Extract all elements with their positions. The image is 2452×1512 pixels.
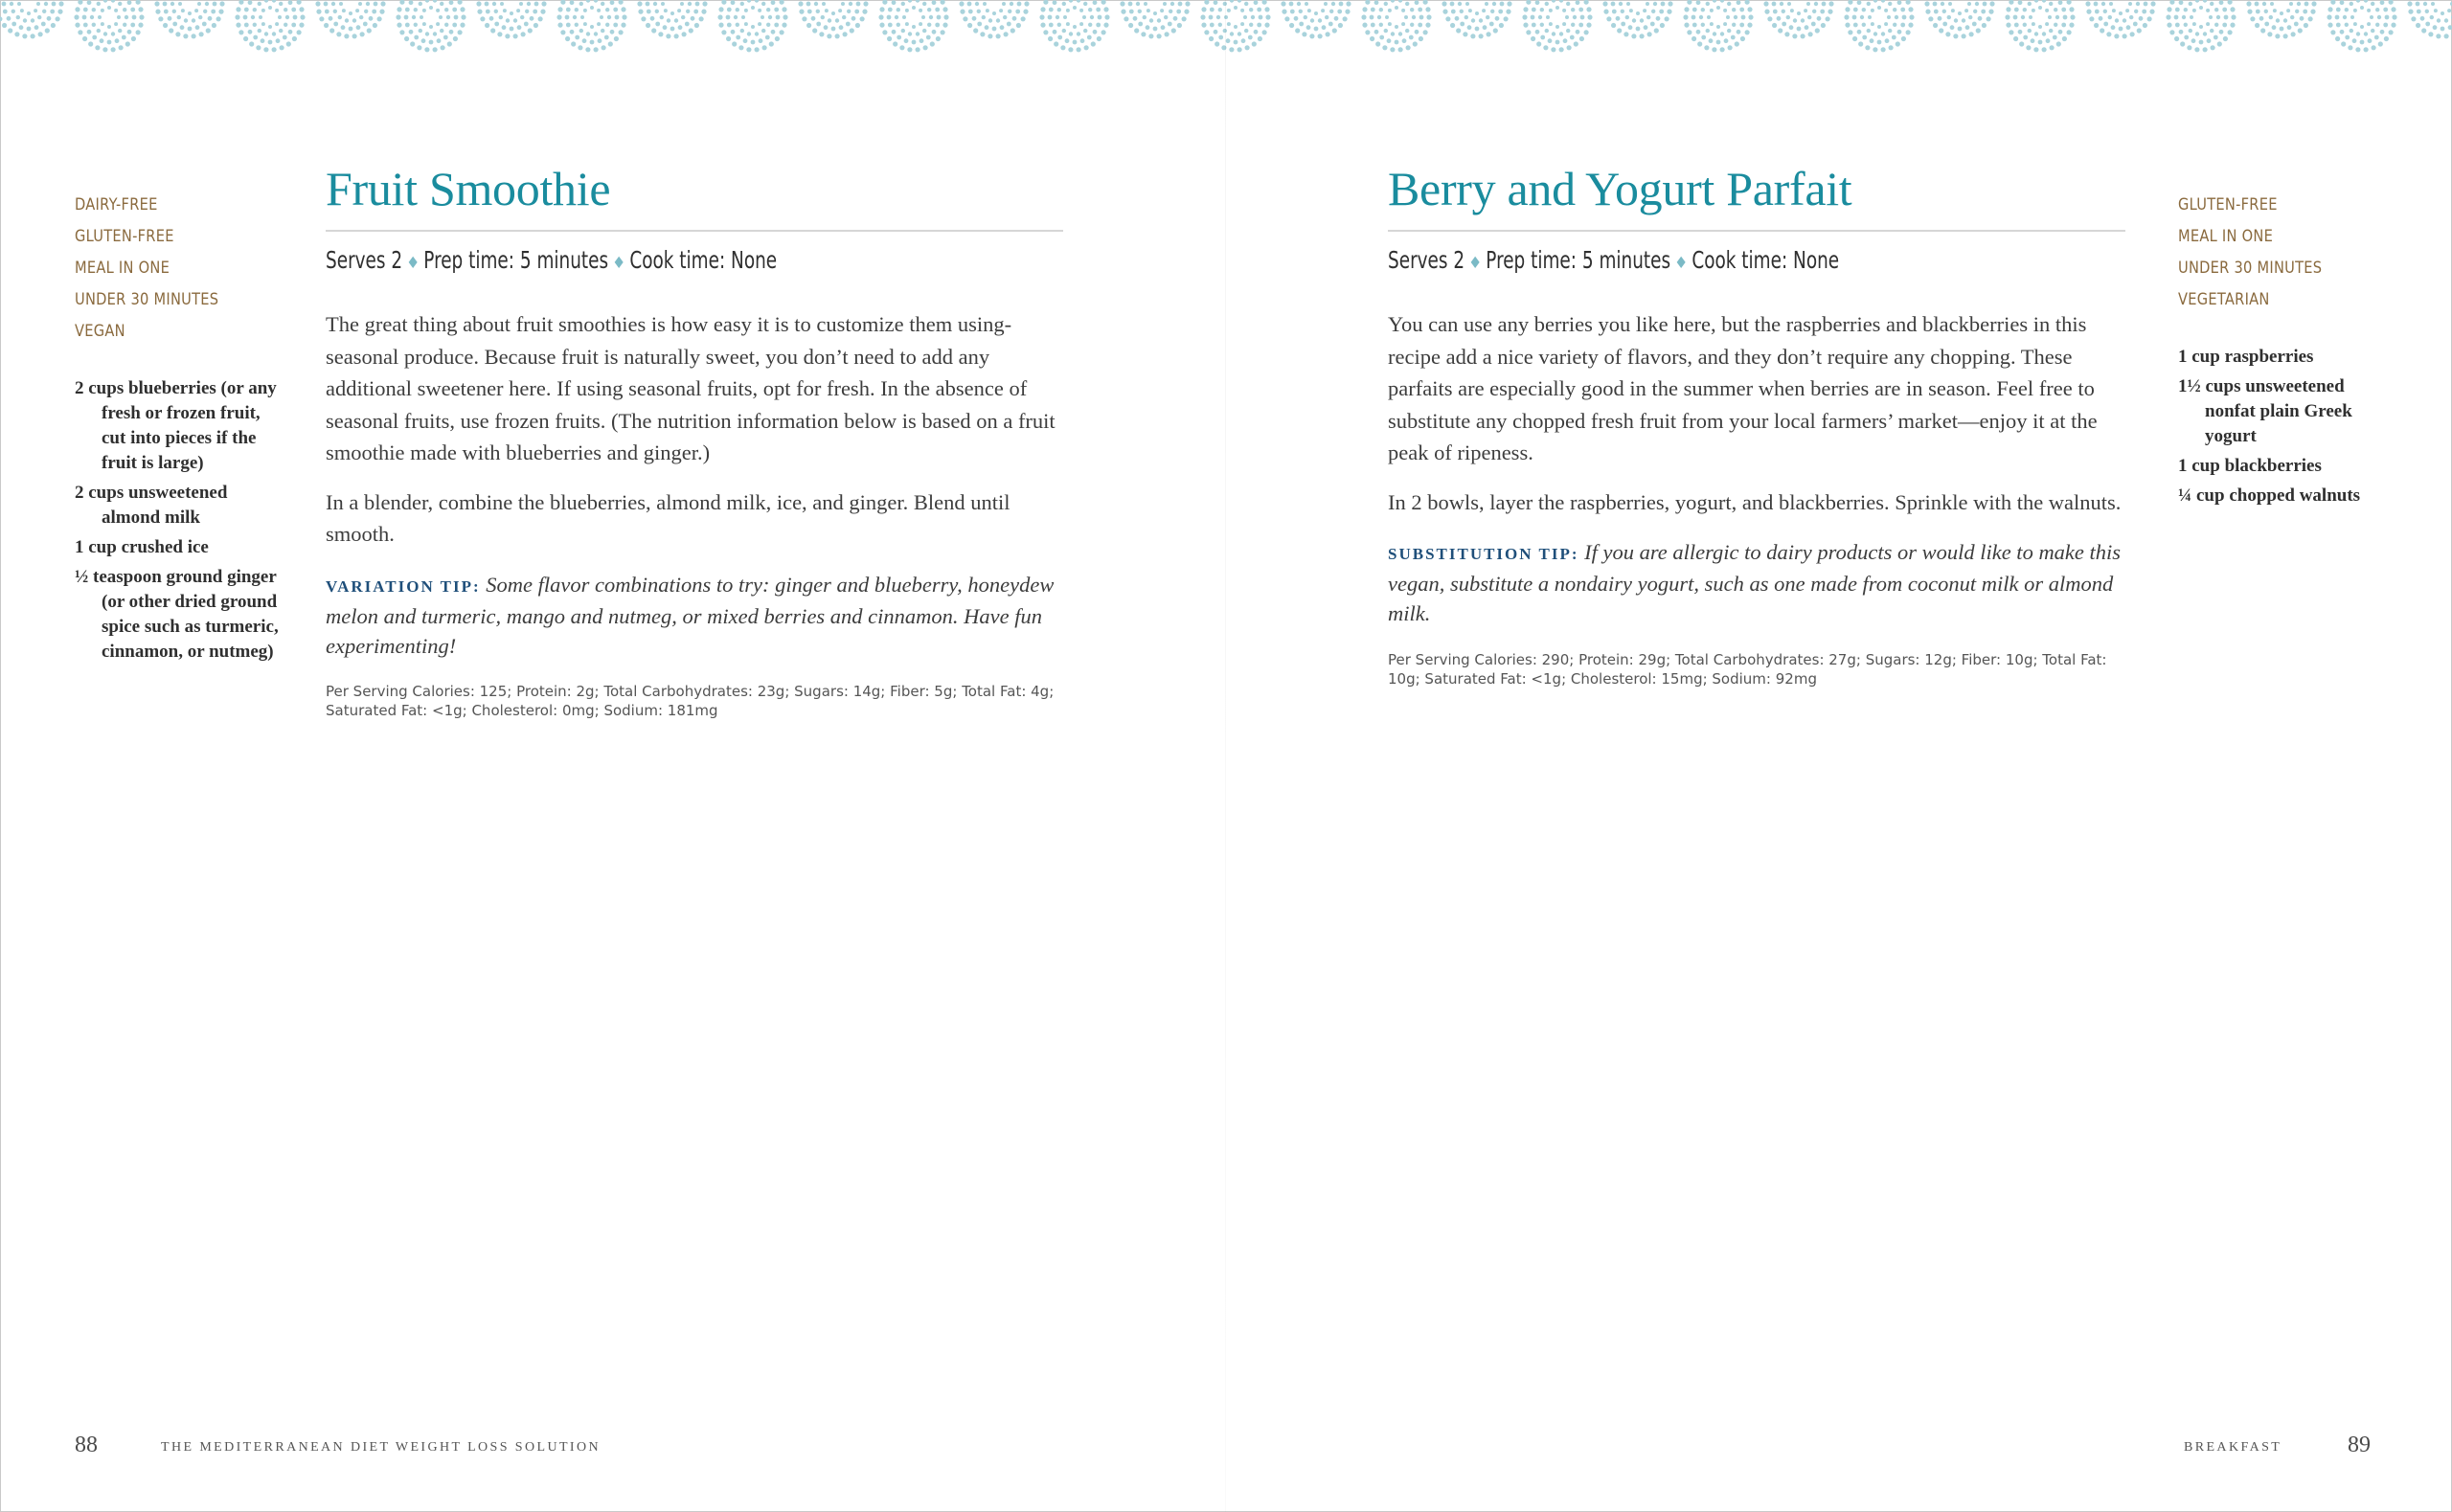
right-dietary-tags [2178, 190, 2346, 316]
cook-time: Cook time: None [629, 246, 778, 274]
diamond-icon: ◆ [614, 252, 624, 270]
decorative-dot-pattern [0, 0, 2452, 57]
dot-medallion [1844, 0, 1914, 52]
dot-medallion [2005, 0, 2075, 52]
book-gutter [1225, 0, 1226, 1512]
page-number-left: 88 [75, 1433, 98, 1457]
tag: VEGAN [75, 322, 125, 341]
right-ingredients-list [2178, 345, 2398, 513]
dot-medallion [1683, 0, 1753, 52]
left-ingredients-list [75, 376, 285, 669]
dot-medallion [1602, 0, 1672, 38]
variation-tip [326, 570, 1063, 661]
prep-time: Prep time: 5 minutes [1486, 246, 1671, 274]
ingredient-item: 2 cups unsweetened almond milk [75, 483, 228, 528]
title-divider [326, 230, 1063, 232]
ingredient-item: 1 cup blackberries [2178, 456, 2322, 476]
diamond-icon: ◆ [1470, 252, 1480, 270]
dot-medallion [2085, 0, 2155, 38]
dot-medallion [0, 0, 64, 38]
tag: MEAL IN ONE [75, 259, 170, 278]
tag: UNDER 30 MINUTES [75, 290, 219, 309]
tag: GLUTEN-FREE [2178, 195, 2278, 214]
running-head-right: BREAKFAST [2184, 1440, 2282, 1455]
tag: GLUTEN-FREE [75, 227, 174, 246]
dot-medallion [2327, 0, 2396, 52]
berry-parfait-recipe [1388, 155, 2125, 688]
recipe-title: Berry and Yogurt Parfait [1388, 162, 1852, 215]
nutrition-info: Per Serving Calories: 290; Protein: 29g; Total Carbohydrates: 27g; Sugars: 12g; Fiber: 10g; Total Fat: 10g; Saturated Fat: <1g; Cholesterol: 15mg; Sodium: 92mg [1388, 650, 2107, 688]
recipe-meta [326, 243, 930, 278]
running-head-left: THE MEDITERRANEAN DIET WEIGHT LOSS SOLUTION [161, 1440, 602, 1455]
tag: MEAL IN ONE [2178, 227, 2274, 246]
dot-medallion [235, 0, 305, 52]
serves: Serves 2 [1388, 246, 1465, 274]
substitution-tip [1388, 537, 2125, 628]
diamond-icon: ◆ [408, 252, 418, 270]
page-number-right: 89 [2348, 1433, 2371, 1457]
dot-medallion [959, 0, 1029, 38]
recipe-meta [1388, 243, 1992, 278]
dot-medallion [1120, 0, 1190, 38]
dot-medallion [476, 0, 546, 38]
dot-medallion [1763, 0, 1833, 38]
diamond-icon: ◆ [1676, 252, 1686, 270]
dot-medallion [2407, 0, 2452, 38]
recipe-title: Fruit Smoothie [326, 162, 611, 215]
dot-medallion [1924, 0, 1994, 38]
recipe-method: In 2 bowls, layer the raspberries, yogurt, and blackberries. Sprinkle with the walnuts. [1388, 489, 2122, 514]
serves: Serves 2 [326, 246, 403, 274]
fruit-smoothie-recipe [326, 155, 1063, 720]
dot-medallion [1200, 0, 1270, 52]
prep-time: Prep time: 5 minutes [423, 246, 609, 274]
tip-text: Some flavor combinations to try: ginger and blueberry, honeydew melon and turmeric, mango and nutmeg, or mixed berries and cinnamon. Have fun experimenting! [326, 572, 1055, 658]
recipe-intro: You can use any berries you like here, but the raspberries and blackberries in this recipe add a nice variety of flavors, and they don’t require any chopping. These parfaits are especially good in the summer when berries are in season. Feel free to substitute any chopped fresh fruit from your local farmers’ market—enjoy it at the peak of ripeness. [1388, 312, 2098, 464]
tip-text: If you are allergic to dairy products or would like to make this vegan, substitute a nondairy yogurt, such as one made from coconut milk or almond milk. [1388, 540, 2122, 625]
left-dietary-tags [75, 190, 242, 348]
dot-medallion [2246, 0, 2316, 38]
tag: DAIRY-FREE [75, 195, 158, 214]
dot-medallion [1039, 0, 1109, 52]
ingredient-item: 1½ cups unsweetened nonfat plain Greek yogurt [2178, 376, 2352, 446]
dot-medallion [74, 0, 144, 52]
ingredient-item: 2 cups blueberries (or any fresh or frozen fruit, cut into pieces if the fruit is large) [75, 378, 277, 473]
ingredient-item: ½ teaspoon ground ginger (or other dried ground spice such as turmeric, cinnamon, or nutmeg) [75, 567, 279, 662]
dot-medallion [717, 0, 787, 52]
dot-medallion [798, 0, 868, 38]
nutrition-info: Per Serving Calories: 125; Protein: 2g; Total Carbohydrates: 23g; Sugars: 14g; Fiber: 5g; Total Fat: 4g; Saturated Fat: <1g; Cholesterol: 0mg; Sodium: 181mg [326, 683, 1055, 719]
dot-medallion [556, 0, 626, 52]
ingredient-item: 1 cup crushed ice [75, 537, 209, 557]
dot-medallion [396, 0, 465, 52]
dot-medallion [1361, 0, 1431, 52]
ingredient-item: 1 cup raspberries [2178, 347, 2314, 367]
ingredient-item: ¼ cup chopped walnuts [2178, 485, 2361, 506]
tag: UNDER 30 MINUTES [2178, 259, 2323, 278]
cook-time: Cook time: None [1691, 246, 1840, 274]
dot-medallion [878, 0, 948, 52]
tip-label: SUBSTITUTION TIP: [1388, 545, 1579, 563]
dot-medallion [1442, 0, 1511, 38]
recipe-method: In a blender, combine the blueberries, almond milk, ice, and ginger. Blend until smooth. [326, 489, 1010, 546]
title-divider [1388, 230, 2125, 232]
dot-medallion [315, 0, 385, 38]
tip-label: VARIATION TIP: [326, 576, 481, 596]
tag: VEGETARIAN [2178, 290, 2270, 309]
dot-medallion [154, 0, 224, 38]
dot-medallion [1281, 0, 1351, 38]
dot-medallion [2166, 0, 2236, 52]
dot-medallion [1522, 0, 1592, 52]
dot-medallion [637, 0, 707, 38]
recipe-intro: The great thing about fruit smoothies is how easy it is to customize them using-seasonal produce. Because fruit is naturally sweet, you don’t need to add any additional sweetener here. If using seasonal fruits, opt for fresh. In the absence of seasonal fruits, use frozen fruits. (The nutrition information below is based on a fruit smoothie made with blueberries and ginger.) [326, 312, 1056, 464]
